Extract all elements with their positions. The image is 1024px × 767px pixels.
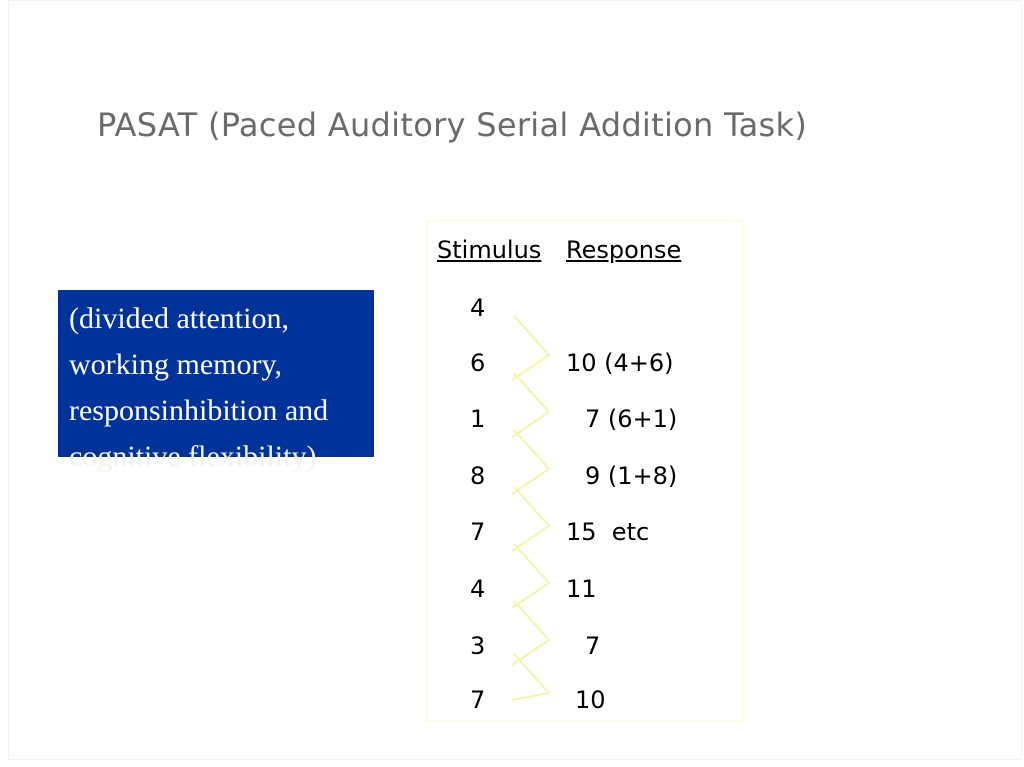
- response-cell: 10 (4+6): [566, 349, 674, 377]
- note-line: cognitive flexibility): [69, 440, 317, 473]
- stimulus-cell: 3: [470, 632, 486, 660]
- stimulus-cell: 6: [470, 349, 486, 377]
- stimulus-cell: 7: [470, 518, 486, 546]
- stimulus-cell: 4: [470, 294, 486, 322]
- stimulus-cell: 7: [470, 686, 486, 714]
- note-line: working memory,: [69, 348, 283, 381]
- header-response: Response: [566, 236, 682, 264]
- note-line: responsinhibition and: [69, 394, 329, 427]
- arrow-icon: [512, 316, 549, 380]
- response-cell: 9 (1+8): [585, 462, 678, 490]
- response-cell: 15 etc: [566, 518, 650, 546]
- arrow-icon: [512, 373, 549, 437]
- arrow-icon: [512, 487, 549, 551]
- stimulus-cell: 4: [470, 575, 486, 603]
- stimulus-cell: 8: [470, 462, 486, 490]
- slide-title: PASAT (Paced Auditory Serial Addition Task): [97, 106, 808, 144]
- response-cell: 7: [585, 632, 601, 660]
- header-stimulus: Stimulus: [437, 236, 542, 264]
- arrow-icon: [512, 544, 549, 608]
- arrow-icon: [512, 430, 549, 494]
- arrow-icon: [512, 601, 549, 665]
- response-cell: 10: [575, 686, 606, 714]
- stimulus-cell: 1: [470, 405, 486, 433]
- response-cell: 11: [566, 575, 597, 603]
- note-line: (divided attention,: [69, 302, 289, 335]
- response-cell: 7 (6+1): [585, 405, 678, 433]
